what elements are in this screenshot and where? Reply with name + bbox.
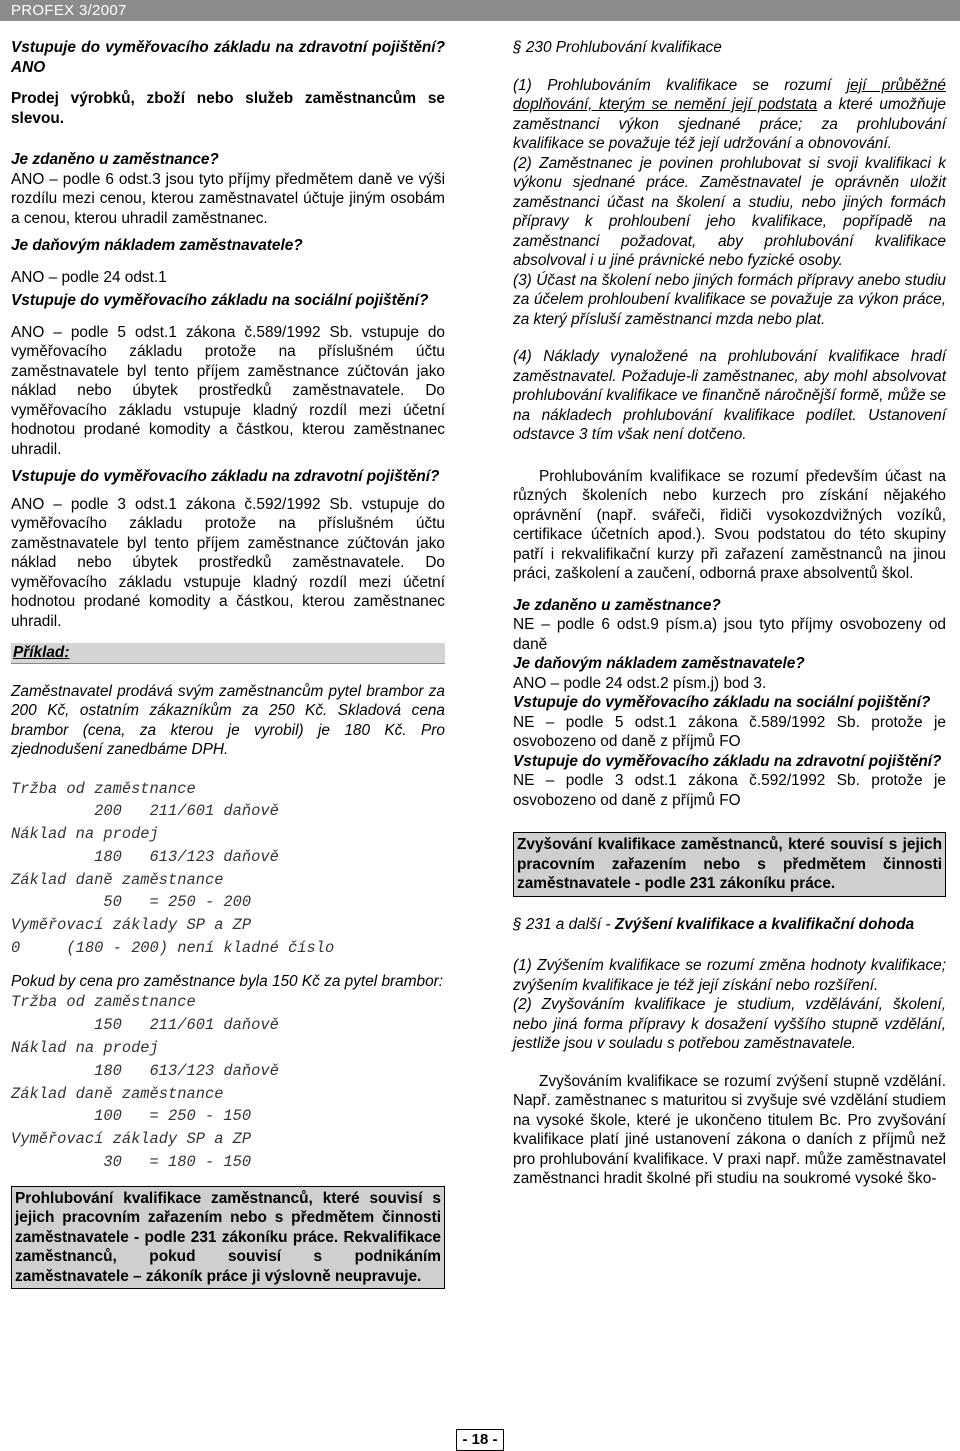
calc-line: 50 = 250 - 200	[11, 893, 252, 912]
question-health-r: Vstupuje do vyměřovacího základu na zdravotní pojištění?	[513, 752, 942, 770]
paragraph-231-1: (1) Zvýšením kvalifikace se rozumí změna hodnoty kvalifikace; zvýšením kvalifikace je též její získání nebo rozšíření.	[513, 957, 946, 994]
calc-line: 150 211/601 daňově	[11, 1016, 279, 1035]
calc-line: Tržba od zaměstnance	[11, 779, 196, 798]
page-number: - 18 -	[456, 1429, 504, 1451]
question-taxed-r: Je zdaněno u zaměstnance?	[513, 596, 721, 614]
calc-line: 0 (180 - 200) není kladné číslo	[11, 939, 335, 958]
section-231-name: Zvýšení kvalifikace a kvalifikační dohoda	[614, 915, 915, 933]
calc-line: Vyměřovací základy SP a ZP	[11, 1130, 252, 1149]
calc-line: Náklad na prodej	[11, 825, 159, 844]
calc-line: 180 613/123 daňově	[11, 847, 279, 866]
example-text-2: Pokud by cena pro zaměstnance byla 150 Kč za pytel brambor:	[11, 972, 444, 990]
answer-health-r: NE – podle 3 odst.1 zákona č.592/1992 Sb. protože je osvobozeno od daně z příjmů FO	[513, 772, 946, 809]
calc-line: Vyměřovací základy SP a ZP	[11, 916, 252, 935]
question-social: Vstupuje do vyměřovacího základu na sociální pojištění?	[11, 292, 429, 309]
explanation-raising: Zvyšováním kvalifikace se rozumí zvýšení stupně vzdělání. Např. zaměstnanec s maturitou si zvyšuje své vzdělání studiem na vysoké škole, které je ukončeno titulem Bc. Pro zvyšování kvalifikace platí jiné ustanovení zákona o daních z příjmů než pro prohlubování kvalifikace. V praxi např. může zaměstnavatel zaměstnanci hradit školné při studiu na soukromé vysoké ško-	[513, 1072, 946, 1187]
calc-line: 100 = 250 - 150	[11, 1107, 252, 1126]
paragraph-230-1-end: a které umožňuje zaměstnanci výkon sjednané práce; za prohlubování kvalifikace se považuje též její udržování a obnovování.	[513, 96, 946, 152]
paragraph-231-2: (2) Zvyšováním kvalifikace je studium, vzdělávání, školení, nebo jiná forma přípravy k dosažení vyššího stupně vzdělání, jestliže jsou v souladu s potřebou zaměstnavatele.	[513, 996, 946, 1052]
section-230-title: § 230 Prohlubování kvalifikace	[513, 39, 722, 56]
example-label: Příklad:	[11, 643, 445, 664]
question-social-r: Vstupuje do vyměřovacího základu na sociální pojištění?	[513, 694, 931, 711]
question-taxed: Je zdaněno u zaměstnance?	[11, 151, 219, 168]
paragraph-230-3: (3) Účast na školení nebo jiných formách přípravy anebo studiu za účelem prohloubení kvalifikace se považuje za výkon práce, za který přísluší zaměstnanci mzda nebo plat.	[513, 271, 946, 328]
calc-block-1	[11, 778, 445, 960]
answer-taxed: ANO – podle 6 odst.3 jsou tyto příjmy předmětem daně ve výši rozdílu mezi cenou, kterou zaměstnavatel účtuje jiným osobám a cenou, kterou uhradil zaměstnanec.	[11, 170, 445, 227]
right-column	[513, 38, 946, 1189]
calc-line: Základ daně zaměstnance	[11, 1084, 224, 1103]
paragraph-230-1-underlined: její průběžné doplňování, kterým se nemění její podstata	[513, 76, 946, 113]
answer-social: ANO – podle 5 odst.1 zákona č.589/1992 Sb. vstupuje do vyměřovacího základu protože na příslušném účtu zaměstnavatele byl tento příjem zaměstnance zúčtován jako náklad nebo úbytek prostředků zaměstnavatele. Do vyměřovacího základu vstupuje kladný rozdíl mezi účetní hodnotou prodané komodity a částkou, kterou zaměstnanec uhradil.	[11, 323, 445, 458]
journal-title: PROFEX 3/2007	[11, 2, 127, 19]
answer-taxed-r: NE – podle 6 odst.9 písm.a) jsou tyto příjmy osvobozeny od daně	[513, 616, 946, 653]
paragraph-230-1-start: (1) Prohlubováním kvalifikace se rozumí	[513, 76, 847, 94]
question-cost: Je daňovým nákladem zaměstnavatele?	[11, 237, 303, 254]
calc-line: 200 211/601 daňově	[11, 802, 279, 821]
answer-cost-r: ANO – podle 24 odst.2 písm.j) bod 3.	[513, 674, 767, 692]
calc-line: Náklad na prodej	[11, 1038, 159, 1057]
answer-health: ANO – podle 3 odst.1 zákona č.592/1992 Sb. vstupuje do vyměřovacího základu protože na příslušném účtu zaměstnavatele byl tento příjem zaměstnance zúčtován jako náklad nebo úbytek prostředků zaměstnavatele. Do vyměřovacího základu vstupuje kladný rozdíl mezi účetní hodnotou prodané komodity a částkou, kterou zaměstnanec uhradil.	[11, 495, 445, 630]
calc-line: Základ daně zaměstnance	[11, 870, 224, 889]
answer-social-r: NE – podle 5 odst.1 zákona č.589/1992 Sb. protože je osvobozeno od daně z příjmů FO	[513, 713, 946, 750]
calc-line: Tržba od zaměstnance	[11, 993, 196, 1012]
section-231-prefix: § 231 a další -	[513, 915, 615, 933]
answer-cost: ANO – podle 24 odst.1	[11, 268, 167, 286]
example-text: Zaměstnavatel prodává svým zaměstnancům pytel brambor za 200 Kč, ostatním zákazníkům za 250 Kč. Skladová cena brambor (cena, za kterou je vyrobil) je 180 Kč. Pro zjednodušení zanedbáme DPH.	[11, 682, 445, 758]
question-cost-r: Je daňovým nákladem zaměstnavatele?	[513, 655, 805, 672]
paragraph-230-4: (4) Náklady vynaložené na prohlubování kvalifikace hradí zaměstnavatel. Požaduje-li zaměstnanec, aby mohl absolvovat prohlubování kvalifikace ve finančně náročnější formě, může se na nákladech prohlubování kvalifikace podílet. Ustanovení odstavce 3 tím však není dotčeno.	[513, 348, 946, 443]
highlight-box-deepening: Prohlubování kvalifikace zaměstnanců, které souvisí s jejich pracovním zařazením nebo s předmětem činnosti zaměstnavatele - podle 231 zákoníku práce. Rekvalifikace zaměstnanců, pokud souvisí s podnikáním zaměstnavatele – zákoník práce ji výslovně neupravuje.	[11, 1186, 445, 1290]
left-column	[11, 38, 445, 1289]
paragraph-230-2: (2) Zaměstnanec je povinen prohlubovat si svoji kvalifikaci k výkonu sjednané práce. Zaměstnavatel je oprávněn uložit zaměstnanci účast na školení a studiu, nebo jiných formách přípravy k prohloubení jeho kvalifikace, popřípadě na zaměstnanci požadovat, aby prohlubování kvalifikace absolvoval i u jiné právnické nebo fyzické osoby.	[513, 154, 946, 269]
calc-block-2	[11, 991, 445, 1173]
calc-line: 30 = 180 - 150	[11, 1152, 252, 1171]
calc-line: 180 613/123 daňově	[11, 1061, 279, 1080]
explanation-deepening: Prohlubováním kvalifikace se rozumí především účast na různých školeních nebo kurzech pro získání nějakého oprávnění (např. svářeči, řidiči vysokozdvižných vozíků, certifikace účetních apod.). Svou podstatou do této skupiny patří i rekvalifikační kurzy při zařazení zaměstnanců na jinou práci, zaškolení a zaučení, odborná praxe absolventů škol.	[513, 467, 946, 582]
question-health: Vstupuje do vyměřovacího základu na zdravotní pojištění? ANO	[11, 39, 445, 76]
question-health-2: Vstupuje do vyměřovacího základu na zdravotní pojištění?	[11, 468, 440, 485]
section-231-title	[513, 915, 946, 935]
page-header	[0, 0, 960, 21]
paragraph-230-1	[513, 76, 946, 154]
highlight-box-raising: Zvyšování kvalifikace zaměstnanců, které souvisí s jejich pracovním zařazením nebo s předmětem činnosti zaměstnavatele - podle 231 zákoníku práce.	[513, 832, 946, 897]
section-title-sale: Prodej výrobků, zboží nebo služeb zaměstnancům se slevou.	[11, 90, 445, 127]
